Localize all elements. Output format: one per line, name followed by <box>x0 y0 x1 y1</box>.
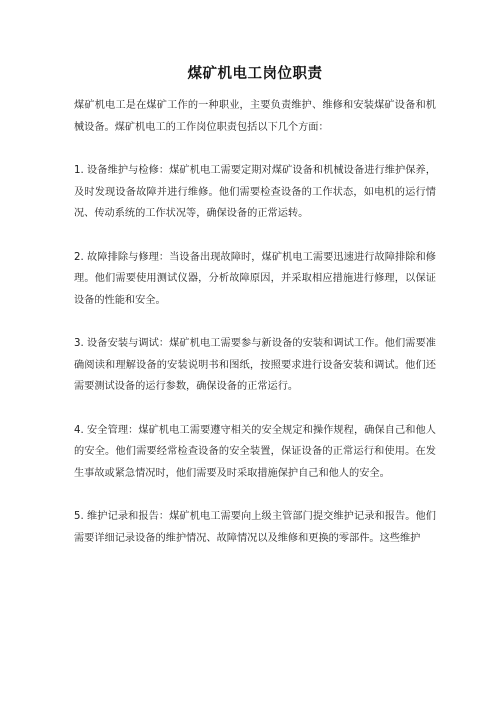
paragraph-installation-debugging: 3. 设备安装与调试：煤矿机电工需要参与新设备的安装和调试工作。他们需要准确阅读和理解设备的安装说明书和图纸，按照要求进行设备安装和调试。他们还需要测试设备的运行参数，确保设备的正常运行。 <box>74 338 436 392</box>
paragraph-safety-management: 4. 安全管理：煤矿机电工需要遵守相关的安全规定和操作规程，确保自己和他人的安全。他们需要经常检查设备的安全装置，保证设备的正常运行和使用。在发生事故或紧急情况时，他们需要及时采取措施保护自己和他人的安全。 <box>74 424 436 479</box>
document-title: 煤矿机电工岗位职责 <box>187 66 323 82</box>
paragraph-fault-repair: 2. 故障排除与修理：当设备出现故障时，煤矿机电工需要迅速进行故障排除和修理。他们需要使用测试仪器，分析故障原因，并采取相应措施进行修理，以保证设备的性能和安全。 <box>74 251 436 306</box>
paragraph-intro: 煤矿机电工是在煤矿工作的一种职业，主要负责维护、维修和安装煤矿设备和机械设备。煤矿机电工的工作岗位职责包括以下几个方面： <box>74 100 436 133</box>
paragraph-equipment-maintenance: 1. 设备维护与检修：煤矿机电工需要定期对煤矿设备和机械设备进行维护保养，及时发现设备故障并进行维修。他们需要检查设备的工作状态，如电机的运行情况、传动系统的工作状况等，确保设备的正常运转。 <box>74 165 436 219</box>
paragraph-maintenance-records: 5. 维护记录和报告：煤矿机电工需要向上级主管部门提交维护记录和报告。他们需要详细记录设备的维护情况、故障情况以及维修和更换的零部件。这些维护 <box>74 511 436 544</box>
